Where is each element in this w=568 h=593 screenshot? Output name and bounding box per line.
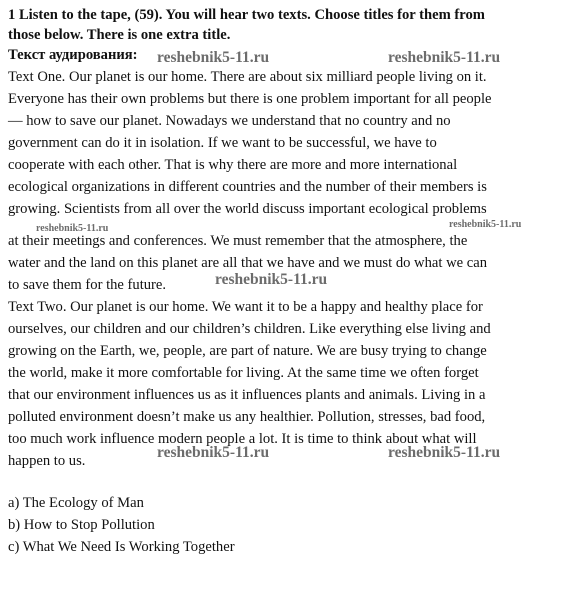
task-instruction-line-2: those below. There is one extra title. — [8, 27, 231, 43]
text-two-line: that our environment influences us as it influences plants and animals. Living in a — [8, 387, 486, 403]
text-one-line: Text One. Our planet is our home. There are about six milliard people living on it. — [8, 69, 487, 85]
watermark: reshebnik5-11.ru — [157, 444, 270, 461]
text-one-line: ecological organizations in different countries and the number of their members is — [8, 179, 487, 195]
watermark: reshebnik5-11.ru — [388, 444, 501, 461]
text-two-line: growing on the Earth, we, people, are part of nature. We are busy trying to change — [8, 343, 487, 359]
text-one-line: at their meetings and conferences. We must remember that the atmosphere, the — [8, 233, 468, 249]
title-option: b) How to Stop Pollution — [8, 517, 155, 533]
title-option: a) The Ecology of Man — [8, 495, 144, 511]
text-two-line: happen to us. — [8, 453, 86, 469]
text-one-line: government can do it in isolation. If we want to be successful, we have to — [8, 135, 437, 151]
watermark: reshebnik5-11.ru — [215, 271, 328, 288]
text-two-line: polluted environment doesn’t make us any healthier. Pollution, stresses, bad food, — [8, 409, 486, 425]
text-one-line: water and the land on this planet are all that we have and we must do what we can — [8, 255, 487, 271]
text-one-line: Everyone has their own problems but there is one problem important for all people — [8, 91, 492, 107]
transcript-heading: Текст аудирования: — [8, 47, 138, 63]
watermark: reshebnik5-11.ru — [388, 49, 501, 66]
text-one-line: to save them for the future. — [8, 277, 167, 293]
text-one-line: — how to save our planet. Nowadays we understand that no country and no — [8, 113, 451, 129]
title-option: c) What We Need Is Working Together — [8, 539, 235, 555]
text-one-line: growing. Scientists from all over the world discuss important ecological problems — [8, 201, 487, 217]
task-instruction-line-1: 1 Listen to the tape, (59). You will hear two texts. Choose titles for them from — [8, 7, 485, 23]
watermark: reshebnik5-11.ru — [36, 223, 109, 234]
text-two-line: ourselves, our children and our children’s children. Like everything else living and — [8, 321, 491, 337]
text-two-line: the world, make it more comfortable for living. At the same time we often forget — [8, 365, 479, 381]
text-two-line: Text Two. Our planet is our home. We want it to be a happy and healthy place for — [8, 299, 483, 315]
watermark: reshebnik5-11.ru — [157, 49, 270, 66]
watermark: reshebnik5-11.ru — [449, 219, 522, 230]
text-two-line: too much work influence modern people a lot. It is time to think about what will — [8, 431, 477, 447]
text-one-line: cooperate with each other. That is why there are more and more international — [8, 157, 458, 173]
